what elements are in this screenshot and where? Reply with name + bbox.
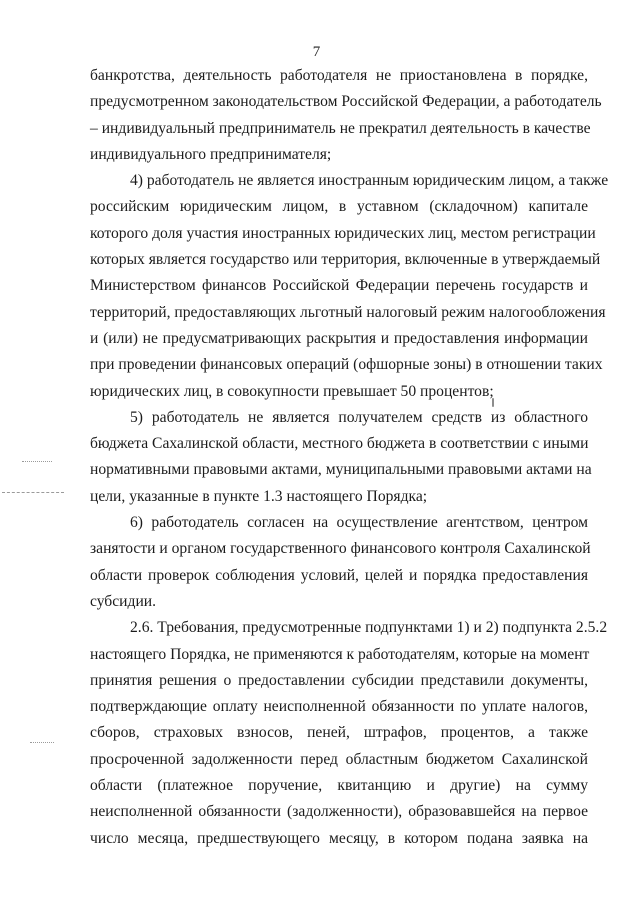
- text-line: при проведении финансовых операций (офшорные зоны) в отношении таких: [90, 356, 603, 374]
- text-line: просроченной задолженности перед областным бюджетом Сахалинской: [90, 750, 588, 768]
- document-body: [90, 63, 609, 852]
- text-line: банкротства, деятельность работодателя не приостановлена в порядке,: [90, 67, 588, 84]
- paragraph-section-2-6: [90, 615, 608, 852]
- text-line: 6) работодатель согласен на осуществление агентством, центром: [130, 514, 588, 532]
- text-line: число месяца, предшествующего месяцу, в котором подана заявка на: [90, 829, 588, 847]
- paragraph-bankruptcy: [90, 63, 602, 168]
- text-line: бюджета Сахалинской области, местного бюджета в соответствии с иными: [90, 435, 589, 453]
- paragraph-item-6: [90, 510, 591, 615]
- scan-artifact-margin-mark: [22, 461, 52, 462]
- text-line: области (платежное поручение, квитанцию и другие) на сумму: [90, 777, 588, 795]
- text-line: которого доля участия иностранных юридических лиц, местом регистрации: [90, 224, 596, 242]
- text-line: российским юридическим лицом, в уставном (складочном) капитале: [90, 198, 588, 216]
- text-line: нормативными правовыми актами, муниципальными правовыми актами на: [90, 461, 592, 479]
- text-line: занятости и органом государственного финансового контроля Сахалинской: [90, 540, 591, 558]
- scan-artifact-margin-mark: [2, 492, 64, 493]
- text-line: настоящего Порядка, не применяются к работодателям, которые на момент: [90, 645, 590, 663]
- text-line: 5) работодатель не является получателем средств из областного: [130, 408, 588, 426]
- text-line: области проверок соблюдения условий, целей и порядка предоставления: [90, 566, 588, 584]
- text-line: предусмотренном законодательством Российской Федерации, а работодатель: [90, 93, 602, 111]
- text-line: и (или) не предусматривающих раскрытия и предоставления информации: [90, 329, 588, 347]
- text-line: индивидуального предпринимателя;: [90, 145, 332, 163]
- text-line: территорий, предоставляющих льготный налоговый режим налогообложения: [90, 303, 606, 321]
- text-line: которых является государство или территория, включенные в утверждаемый: [90, 251, 601, 269]
- page-number: 7: [312, 44, 321, 60]
- text-line: подтверждающие оплату неисполненной обязанности по уплате налогов,: [90, 698, 588, 716]
- paragraph-item-4: [90, 168, 609, 405]
- text-line: Министерством финансов Российской Федерации перечень государств и: [90, 277, 588, 295]
- text-line: сборов, страховых взносов, пеней, штрафов, процентов, а также: [90, 724, 588, 742]
- text-line: юридических лиц, в совокупности превышает 50 процентов;: [90, 382, 494, 400]
- text-line: 2.6. Требования, предусмотренные подпунктами 1) и 2) подпункта 2.5.2: [130, 619, 608, 637]
- text-line: субсидии.: [90, 592, 157, 610]
- text-line: – индивидуальный предприниматель не прекратил деятельность в качестве: [90, 119, 591, 137]
- text-line: цели, указанные в пункте 1.3 настоящего Порядка;: [90, 487, 428, 505]
- text-line: принятия решения о предоставлении субсидии представили документы,: [90, 671, 588, 689]
- scan-artifact-margin-mark: [30, 742, 54, 743]
- paragraph-item-5: [90, 405, 592, 510]
- text-line: 4) работодатель не является иностранным юридическим лицом, а также: [130, 172, 609, 190]
- text-line: неисполненной обязанности (задолженности), образовавшейся на первое: [90, 803, 588, 821]
